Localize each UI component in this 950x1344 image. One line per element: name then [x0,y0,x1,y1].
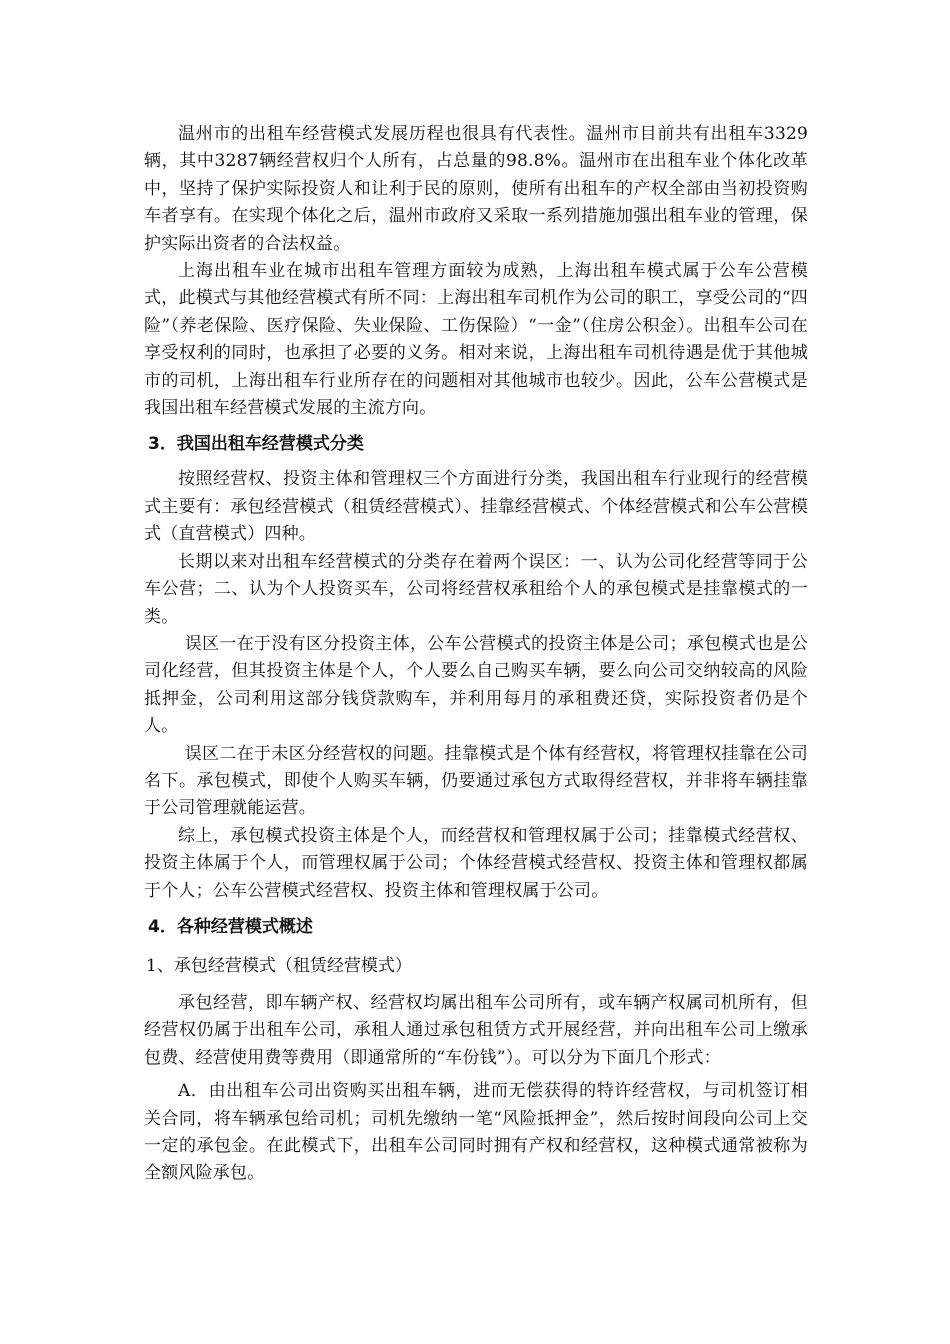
subsection-contract-mode-heading: 1、承包经营模式（租赁经营模式） [146,955,412,976]
paragraph-misconception-two: 误区二在于未区分经营权的问题。挂靠模式是个体有经营权，将管理权挂靠在公司名下。承包模式，即使个人购买车辆，仍要通过承包方式取得经营权，并非将车辆挂靠于公司管理就能运营。 [144,743,808,819]
section-4-heading: 4．各种经营模式概述 [148,916,313,937]
paragraph-misconception-one: 误区一在于没有区分投资主体，公车公营模式的投资主体是公司；承包模式也是公司化经营，但其投资主体是个人，个人要么自己购买车辆，要么向公司交纳较高的风险抵押金，公司利用这部分钱贷款购车，并利用每月的承租费还贷，实际投资者仍是个人。 [144,633,808,737]
paragraph-wenzhou: 温州市的出租车经营模式发展历程也很具有代表性。温州市目前共有出租车3329辆，其中3287辆经营权归个人所有，占总量的98.8%。温州市在出租车业个体化改革中，坚持了保护实际投资人和让利于民的原则，使所有出租车的产权全部由当初投资购车者享有。在实现个体化之后，温州市政府又采取一系列措施加强出租车业的管理，保护实际出资者的合法权益。 [144,124,808,254]
paragraph-form-a: A．由出租车公司出资购买出租车辆，进而无偿获得的特许经营权，与司机签订相关合同，将车辆承包给司机；司机先缴纳一笔“风险抵押金”，然后按时间段向公司上交一定的承包金。在此模式下，出租车公司同时拥有产权和经营权，这种模式通常被称为全额风险承包。 [144,1081,808,1184]
section-3-heading: 3．我国出租车经营模式分类 [148,434,364,455]
paragraph-classification: 按照经营权、投资主体和管理权三个方面进行分类，我国出租车行业现行的经营模式主要有：承包经营模式（租赁经营模式）、挂靠经营模式、个体经营模式和公车公营模式（直营模式）四种。 [144,469,808,545]
paragraph-shanghai: 上海出租车业在城市出租车管理方面较为成熟，上海出租车模式属于公车公营模式，此模式与其他经营模式有所不同：上海出租车司机作为公司的职工，享受公司的“四险”（养老保险、医疗保险、失业保险、工伤保险）“一金”（住房公积金）。出租车公司在享受权利的同时，也承担了必要的义务。相对来说，上海出租车司机待遇是优于其他城市的司机，上海出租车行业所存在的问题相对其他城市也较少。因此，公车公营模式是我国出租车经营模式发展的主流方向。 [144,261,808,419]
paragraph-summary: 综上，承包模式投资主体是个人，而经营权和管理权属于公司；挂靠模式经营权、投资主体属于个人，而管理权属于公司；个体经营模式经营权、投资主体和管理权都属于个人；公车公营模式经营权、投资主体和管理权属于公司。 [144,825,808,901]
paragraph-misconceptions: 长期以来对出租车经营模式的分类存在着两个误区：一、认为公司化经营等同于公车公营；二、认为个人投资买车，公司将经营权承租给个人的承包模式是挂靠模式的一类。 [144,551,808,627]
paragraph-contract-definition: 承包经营，即车辆产权、经营权均属出租车公司所有，或车辆产权属司机所有，但经营权仍属于出租车公司，承租人通过承包租赁方式开展经营，并向出租车公司上缴承包费、经营使用费等费用（即通常所的“车份钱”）。可以分为下面几个形式： [144,992,808,1068]
document-page [144,121,808,1188]
